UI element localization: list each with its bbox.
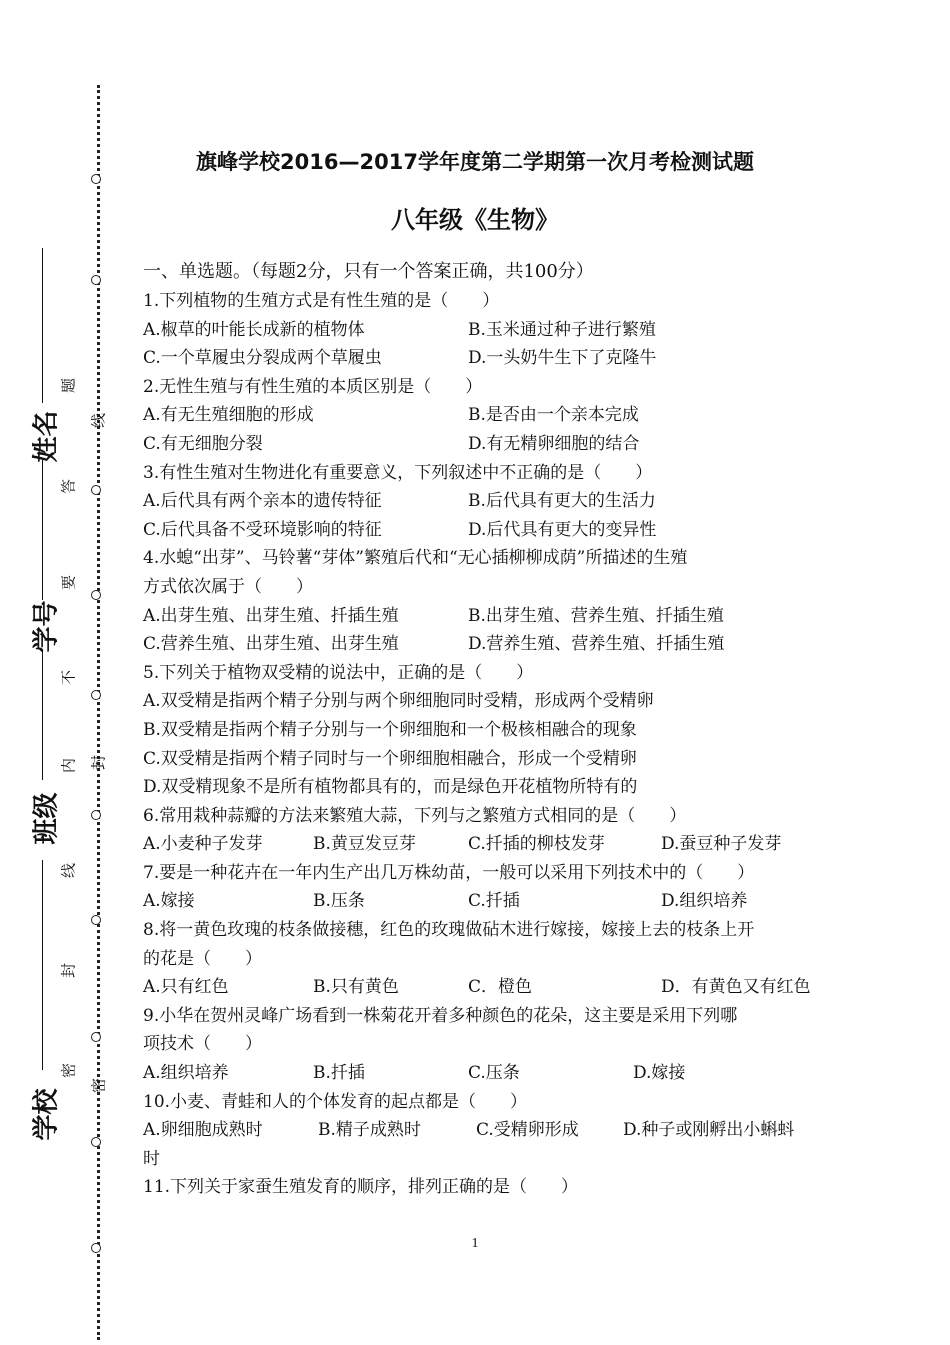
binding-circle <box>91 1137 101 1147</box>
option: D.种子或刚孵出小蝌蚪 <box>623 1120 795 1141</box>
seal-char: 封 <box>89 755 108 771</box>
question-8: 8.将一黄色玫瑰的枝条做接穗，红色的玫瑰做砧木进行嫁接，嫁接上去的枝条上开 <box>143 920 755 941</box>
number-underline <box>42 460 43 600</box>
seal-char: 线 <box>59 863 78 879</box>
question-4-options-cd <box>143 630 833 659</box>
option: B.是否由一个亲本完成 <box>468 405 639 426</box>
option: D.组织培养 <box>661 891 748 912</box>
option: B.压条 <box>313 891 365 912</box>
option: C．橙色 <box>468 977 533 998</box>
question-8-cont: 的花是（ ） <box>143 948 262 969</box>
seal-char: 不 <box>59 670 78 686</box>
option: D.嫁接 <box>633 1063 686 1084</box>
question-1-options-cd <box>143 344 833 373</box>
option: C.营养生殖、出芽生殖、出芽生殖 <box>143 634 399 655</box>
school-label: 学校 <box>31 1088 62 1141</box>
name-label: 姓名 <box>31 410 62 463</box>
option: C.后代具备不受环境影响的特征 <box>143 519 382 540</box>
option: B.扦插 <box>313 1063 365 1084</box>
binding-circle <box>91 915 101 925</box>
option: D.后代具有更大的变异性 <box>468 519 657 540</box>
question-4-cont: 方式依次属于（ ） <box>143 576 313 597</box>
binding-circle <box>91 1032 101 1042</box>
question-1: 1.下列植物的生殖方式是有性生殖的是（ ） <box>143 291 500 311</box>
option: A.有无生殖细胞的形成 <box>143 405 314 426</box>
option: C.一个草履虫分裂成两个草履虫 <box>143 348 382 369</box>
seal-char: 密 <box>89 1078 108 1094</box>
question-6: 6.常用栽种蒜瓣的方法来繁殖大蒜，下列与之繁殖方式相同的是（ ） <box>143 805 687 826</box>
exam-title: 旗峰学校2016—2017学年度第二学期第一次月考检测试题 <box>196 150 754 174</box>
question-4: 4.水螅“出芽”、马铃薯“芽体”繁殖后代和“无心插柳柳成荫”所描述的生殖 <box>143 548 688 569</box>
page-number: 1 <box>471 1236 479 1251</box>
option: B.玉米通过种子进行繁殖 <box>468 319 656 340</box>
section-heading: 一、单选题。（每题2分，只有一个答案正确，共100分） <box>143 261 594 282</box>
school-underline <box>42 860 43 1070</box>
seal-char: 要 <box>59 575 78 591</box>
seal-char: 内 <box>59 758 78 774</box>
option: A.后代具有两个亲本的遗传特征 <box>143 491 382 512</box>
question-10-options-cont: 时 <box>143 1148 160 1169</box>
option: D.一头奶牛生下了克隆牛 <box>468 348 657 369</box>
option: A.卵细胞成熟时 <box>143 1120 263 1141</box>
question-1-options-ab <box>143 316 833 345</box>
question-2: 2.无性生殖与有性生殖的本质区别是（ ） <box>143 376 483 397</box>
class-underline <box>42 650 43 780</box>
question-2-options-cd <box>143 430 833 459</box>
binding-circle <box>91 275 101 285</box>
option: D.双受精现象不是所有植物都具有的，而是绿色开花植物所特有的 <box>143 777 638 798</box>
question-list <box>143 257 833 1202</box>
option: C.双受精是指两个精子同时与一个卵细胞相融合，形成一个受精卵 <box>143 748 637 769</box>
question-9: 9.小华在贺州灵峰广场看到一株菊花开着多种颜色的花朵，这主要是采用下列哪 <box>143 1005 738 1026</box>
seal-char: 密 <box>59 1063 78 1079</box>
option: D．有黄色又有红色 <box>661 977 811 998</box>
option: A.椒草的叶能长成新的植物体 <box>143 319 365 340</box>
binding-circle <box>91 810 101 820</box>
question-9-options <box>143 1059 833 1088</box>
binding-circle <box>91 590 101 600</box>
question-5: 5.下列关于植物双受精的说法中，正确的是（ ） <box>143 662 534 683</box>
option: A.双受精是指两个精子分别与两个卵细胞同时受精，形成两个受精卵 <box>143 691 654 712</box>
question-11: 11.下列关于家蚕生殖发育的顺序，排列正确的是（ ） <box>143 1177 579 1198</box>
option: C.扦插 <box>468 891 520 912</box>
option: B.双受精是指两个精子分别与一个卵细胞和一个极核相融合的现象 <box>143 719 637 740</box>
question-10-options <box>143 1116 833 1145</box>
option: C.扦插的柳枝发芽 <box>468 834 605 855</box>
option: A.小麦种子发芽 <box>143 834 263 855</box>
option: C.压条 <box>468 1063 520 1084</box>
binding-circle <box>91 485 101 495</box>
question-10: 10.小麦、青蛙和人的个体发育的起点都是（ ） <box>143 1091 528 1112</box>
seal-char: 题 <box>59 378 78 394</box>
option: B.黄豆发豆芽 <box>313 834 416 855</box>
option: D.有无精卵细胞的结合 <box>468 433 640 454</box>
option: C.受精卵形成 <box>476 1120 579 1141</box>
question-9-cont: 项技术（ ） <box>143 1034 262 1055</box>
option: A.嫁接 <box>143 891 195 912</box>
seal-char: 线 <box>89 413 108 429</box>
option: B.只有黄色 <box>313 977 399 998</box>
seal-char: 封 <box>59 963 78 979</box>
student-number-label: 学号 <box>31 600 62 653</box>
question-7: 7.要是一种花卉在一年内生产出几万株幼苗，一般可以采用下列技术中的（ ） <box>143 862 755 883</box>
option: B.精子成熟时 <box>318 1120 421 1141</box>
option: A.出芽生殖、出芽生殖、扦插生殖 <box>143 605 399 626</box>
question-3-options-cd <box>143 516 833 545</box>
option: D.营养生殖、营养生殖、扦插生殖 <box>468 634 725 655</box>
question-8-options <box>143 973 833 1002</box>
question-3: 3.有性生殖对生物进化有重要意义，下列叙述中不正确的是（ ） <box>143 462 653 483</box>
option: B.出芽生殖、营养生殖、扦插生殖 <box>468 605 724 626</box>
question-4-options-ab <box>143 602 833 631</box>
question-6-options <box>143 830 833 859</box>
option: A.只有红色 <box>143 977 229 998</box>
seal-char: 答 <box>59 479 78 495</box>
question-2-options-ab <box>143 401 833 430</box>
question-7-options <box>143 887 833 916</box>
exam-subtitle: 八年级《生物》 <box>391 206 559 234</box>
option: C.有无细胞分裂 <box>143 433 263 454</box>
binding-dotted-line <box>97 85 100 1340</box>
binding-circle <box>91 174 101 184</box>
option: A.组织培养 <box>143 1063 229 1084</box>
option: B.后代具有更大的生活力 <box>468 491 656 512</box>
class-label: 班级 <box>31 792 62 845</box>
option: D.蚕豆种子发芽 <box>661 834 782 855</box>
question-3-options-ab <box>143 487 833 516</box>
binding-circle <box>91 690 101 700</box>
name-underline <box>42 248 43 403</box>
